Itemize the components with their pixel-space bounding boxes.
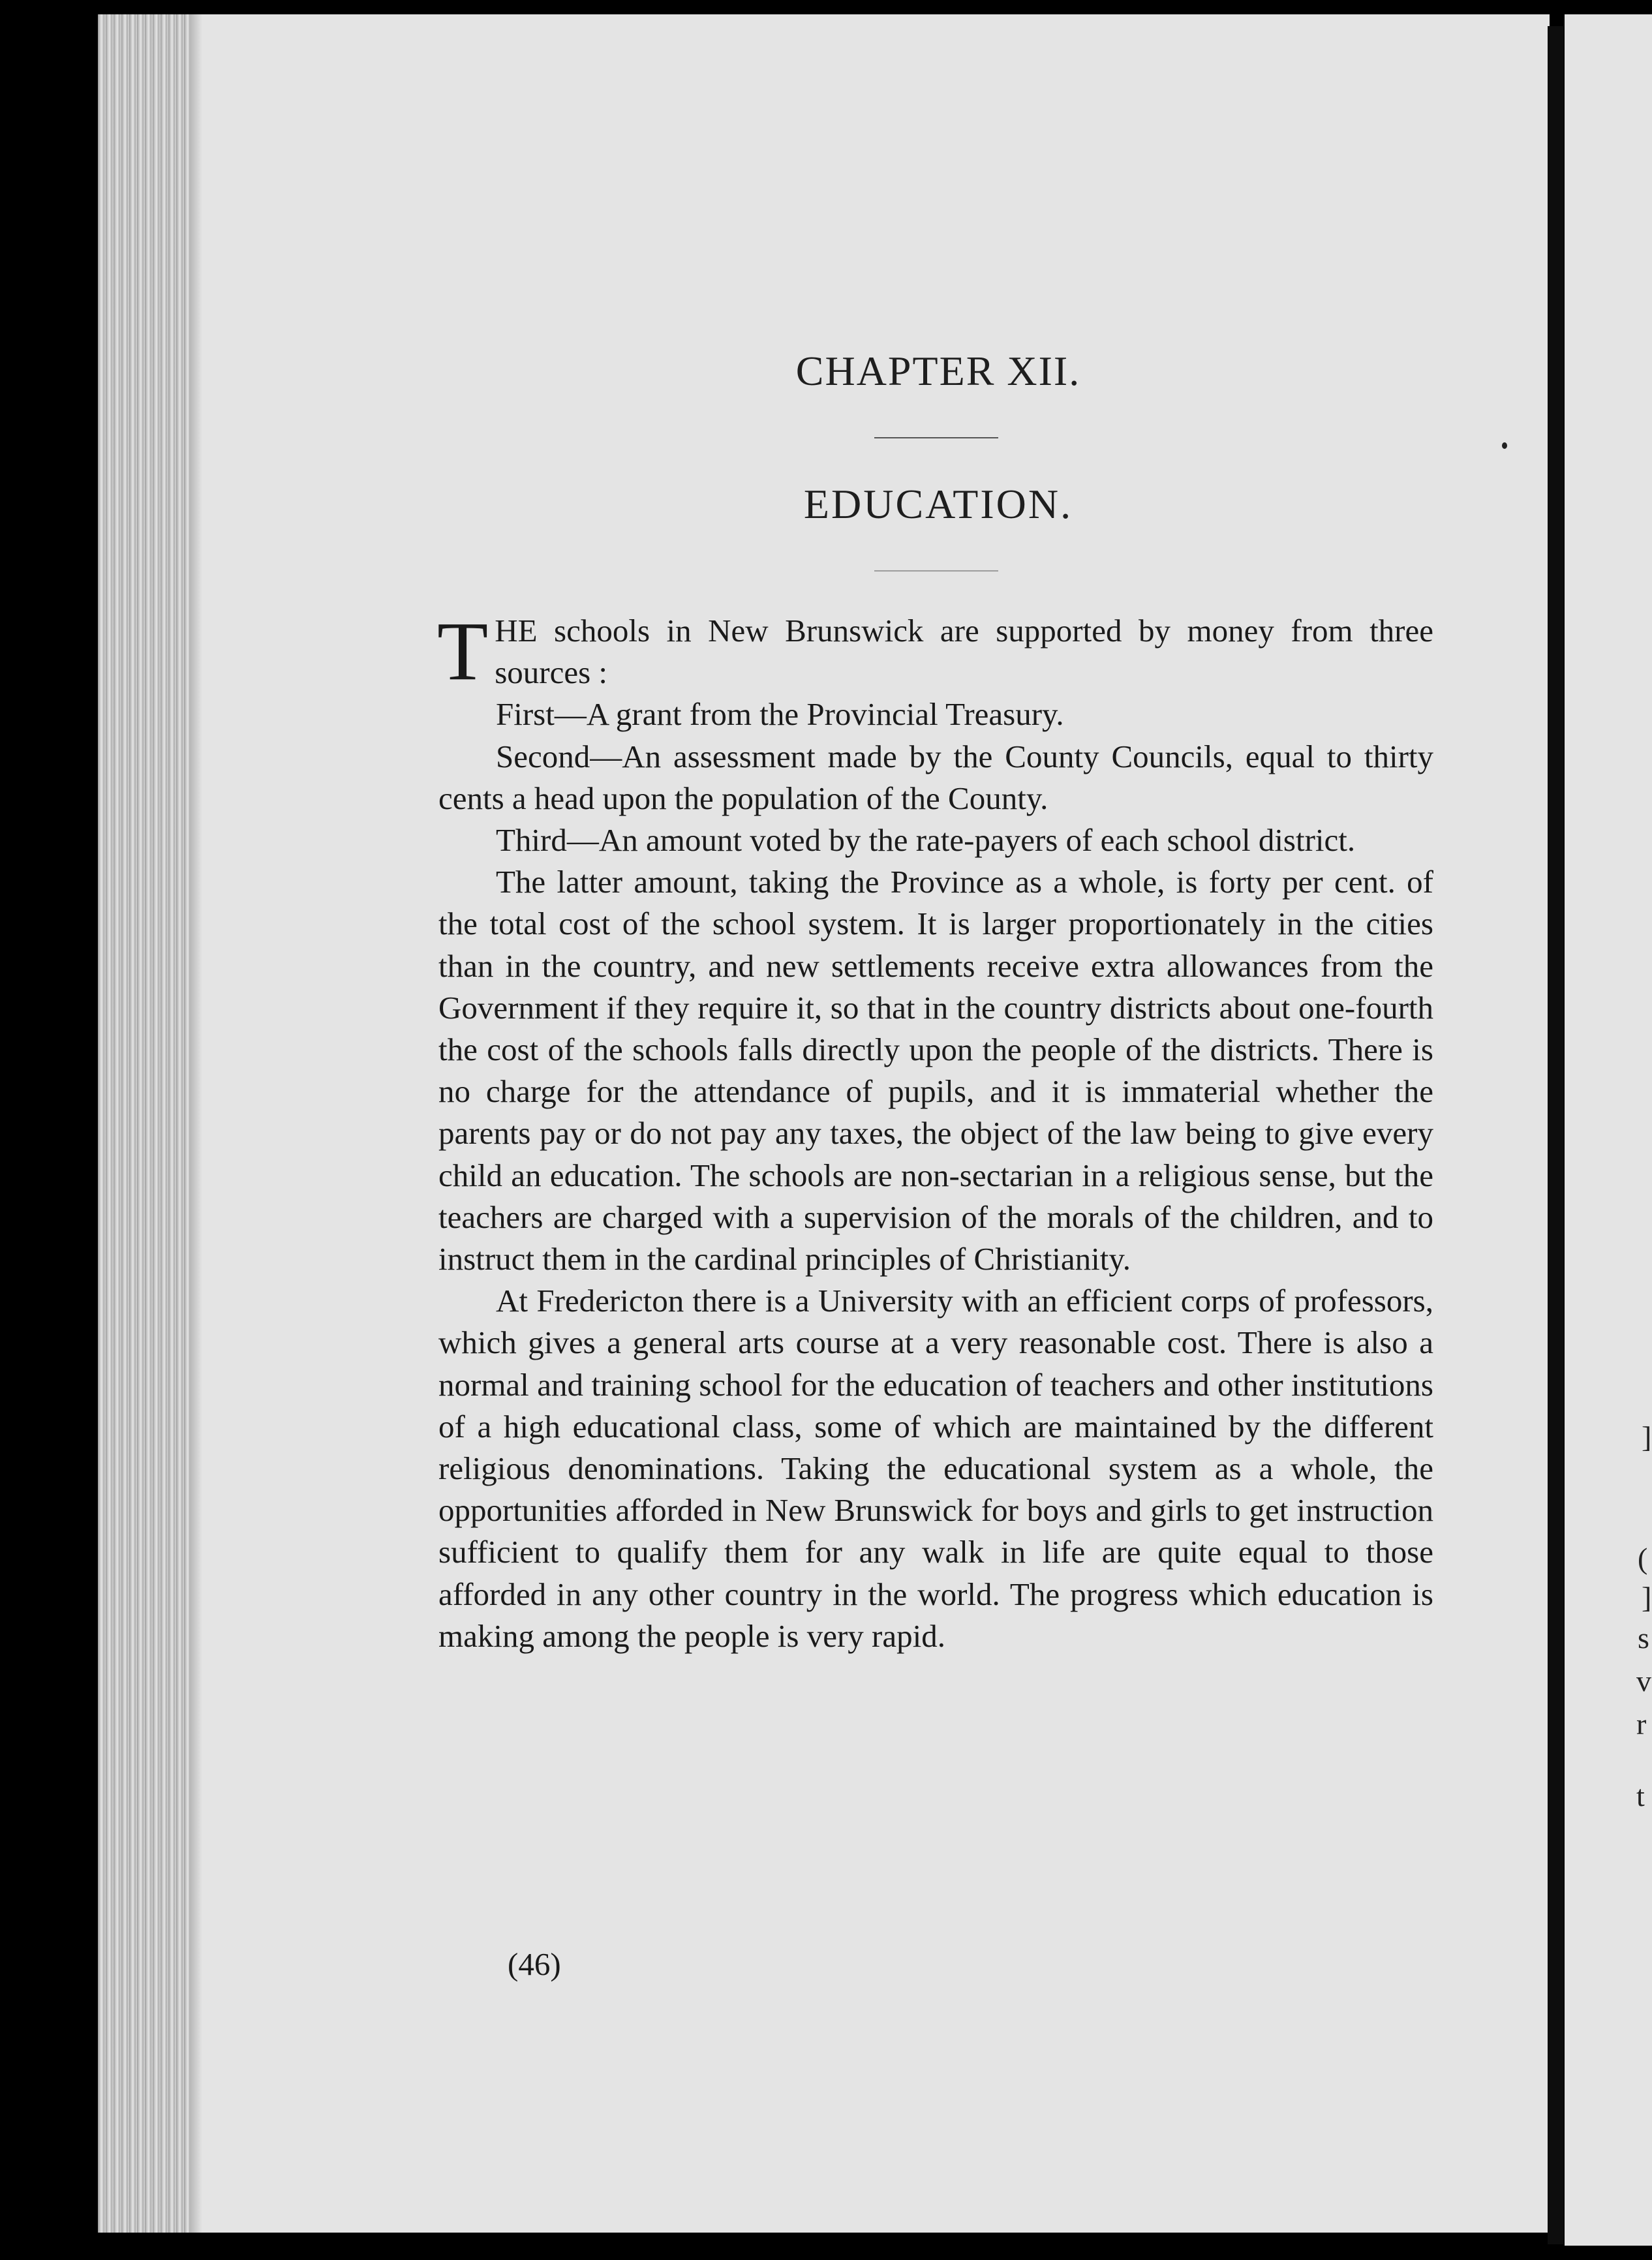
right-page-fragment: t <box>1636 1779 1645 1812</box>
paragraph: The latter amount, taking the Province as a whole, is forty per cent. of the total cost of the school system. It is larger proportionately in the cities than in the country, and new settlements receive extra allowances from the Government if they require it, so that in the country districts about one-fourth the cost of the schools falls directly upon the people of the districts. There is no charge for the attendance of pupils, and it is immaterial whether the parents pay or do not pay any taxes, the object of the law being to give every child an education. The schools are non-sectarian in a religious sense, but the teachers are charged with a supervision of the morals of the children, and to instruct them in the cardinal principles of Christianity. <box>438 864 1433 1277</box>
book-gutter <box>1548 26 1563 2244</box>
paragraph-text: schools in New Brunswick are supported by money from three sources : <box>495 613 1433 691</box>
chapter-title: EDUCATION. <box>803 481 1073 527</box>
drop-cap: T <box>437 605 489 697</box>
paragraph: At Fredericton there is a University with an efficient corps of professors, which gives a general arts course at a very reasonable cost. There is also a normal and training school for the education of teachers and other institutions of a high educational class, some of which are maintained by the different religious denominations. Taking the educational system as a whole, the opportunities afforded in New Brunswick for boys and girls to get instruction sufficient to qualify them for any walk in life are quite equal to those afforded in any other country in the world. The progress which education is making among the people is very rapid. <box>438 1283 1433 1654</box>
paragraph <box>437 605 1433 697</box>
paragraph: First—A grant from the Provincial Treasury. <box>496 696 1064 733</box>
heading-rule <box>874 437 998 438</box>
ink-speck <box>1502 442 1507 449</box>
right-page-fragment: ] <box>1642 1420 1652 1454</box>
chapter-heading: CHAPTER XII. <box>795 348 1081 394</box>
right-page-fragment: s <box>1638 1621 1649 1655</box>
page-edge-shadow <box>189 14 202 2233</box>
paragraph: Second—An assessment made by the County Councils, equal to thirty cents a head upon the population of the County. <box>438 738 1433 816</box>
right-page-fragment: ( <box>1638 1542 1648 1575</box>
small-caps-word: HE <box>495 613 538 649</box>
title-rule <box>874 570 998 572</box>
chapter-body <box>437 605 1433 1657</box>
right-page-fragment: r <box>1636 1707 1647 1741</box>
page-stack-edges <box>98 14 189 2233</box>
paragraph: Third—An amount voted by the rate-payers of each school district. <box>496 822 1356 859</box>
right-page-fragment: v <box>1636 1664 1651 1698</box>
right-page-edge <box>1565 14 1652 2246</box>
right-page-fragment: ] <box>1642 1581 1652 1614</box>
page-number: (46) <box>508 1946 561 1982</box>
